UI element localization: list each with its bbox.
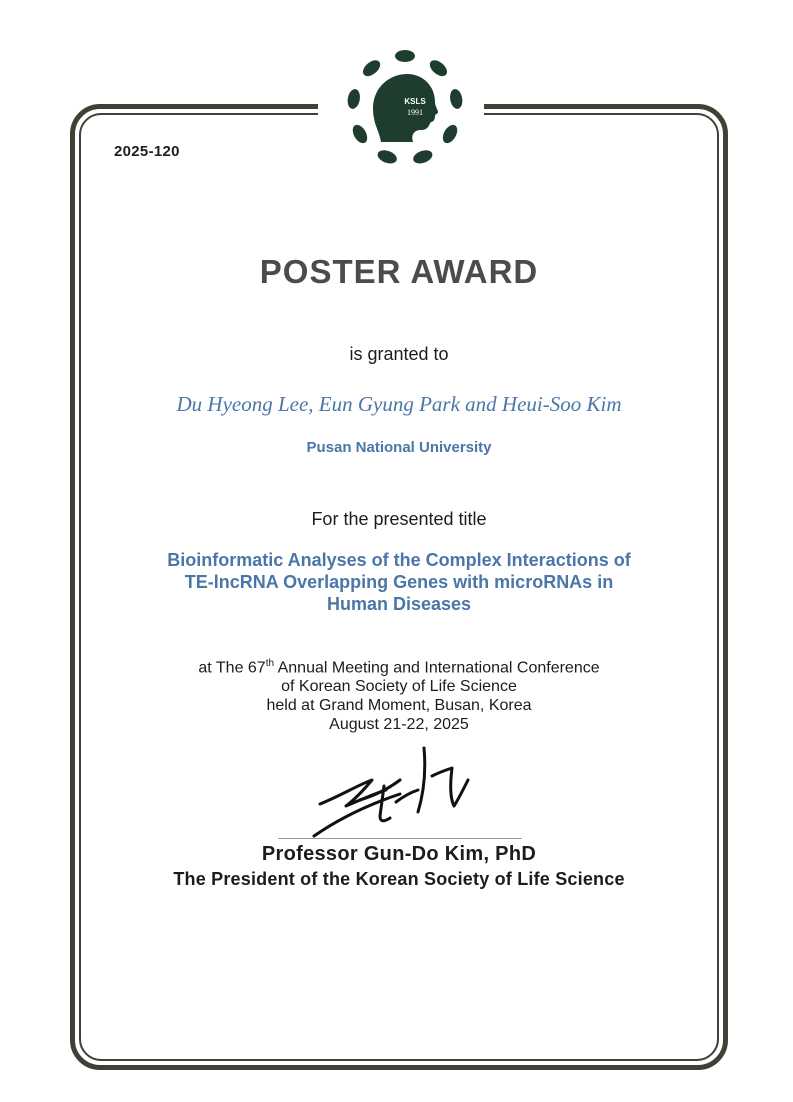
poster-title-line: Bioinformatic Analyses of the Complex Interactions of: [167, 550, 631, 570]
conference-ordinal-suffix: th: [265, 658, 275, 669]
institution: Pusan National University: [306, 439, 492, 456]
signature: [300, 740, 500, 840]
logo-petal: [440, 122, 460, 145]
head-silhouette-icon: [373, 74, 438, 142]
certificate-number: 2025-120: [114, 143, 180, 160]
conference-date: August 21-22, 2025: [329, 716, 469, 734]
signature-line: [278, 838, 522, 839]
award-title: POSTER AWARD: [259, 253, 539, 290]
presented-title-label: For the presented title: [311, 509, 487, 529]
granted-text: is granted to: [349, 344, 449, 364]
logo-petal: [411, 148, 434, 166]
logo-text-top: KSLS: [404, 97, 426, 106]
conference-line: [79, 654, 719, 677]
conference-ordinal: at The 67: [198, 659, 266, 677]
conference-venue: held at Grand Moment, Busan, Korea: [266, 697, 532, 715]
logo-petal: [427, 57, 450, 79]
logo-petal: [395, 50, 415, 62]
logo-petal: [350, 122, 370, 145]
recipients: Du Hyeong Lee, Eun Gyung Park and Heui-Soo Kim: [176, 392, 622, 416]
poster-title-line: Human Diseases: [326, 594, 472, 614]
ksls-logo: [343, 46, 467, 170]
signer-title: The President of the Korean Society of Life Science: [173, 869, 625, 889]
poster-title-line: TE-lncRNA Overlapping Genes with microRNAs in: [184, 572, 614, 592]
logo-petal: [449, 88, 464, 110]
conference-details: [79, 654, 719, 734]
logo-petal: [360, 57, 383, 79]
conference-line: of Korean Society of Life Science: [281, 678, 517, 696]
logo-petal: [346, 88, 361, 110]
logo-text-bottom: 1991: [407, 108, 423, 117]
conference-name: Annual Meeting and International Conference: [274, 659, 600, 677]
logo-petal: [376, 148, 399, 166]
poster-title: [119, 549, 679, 615]
signer-name: Professor Gun-Do Kim, PhD: [261, 843, 537, 865]
